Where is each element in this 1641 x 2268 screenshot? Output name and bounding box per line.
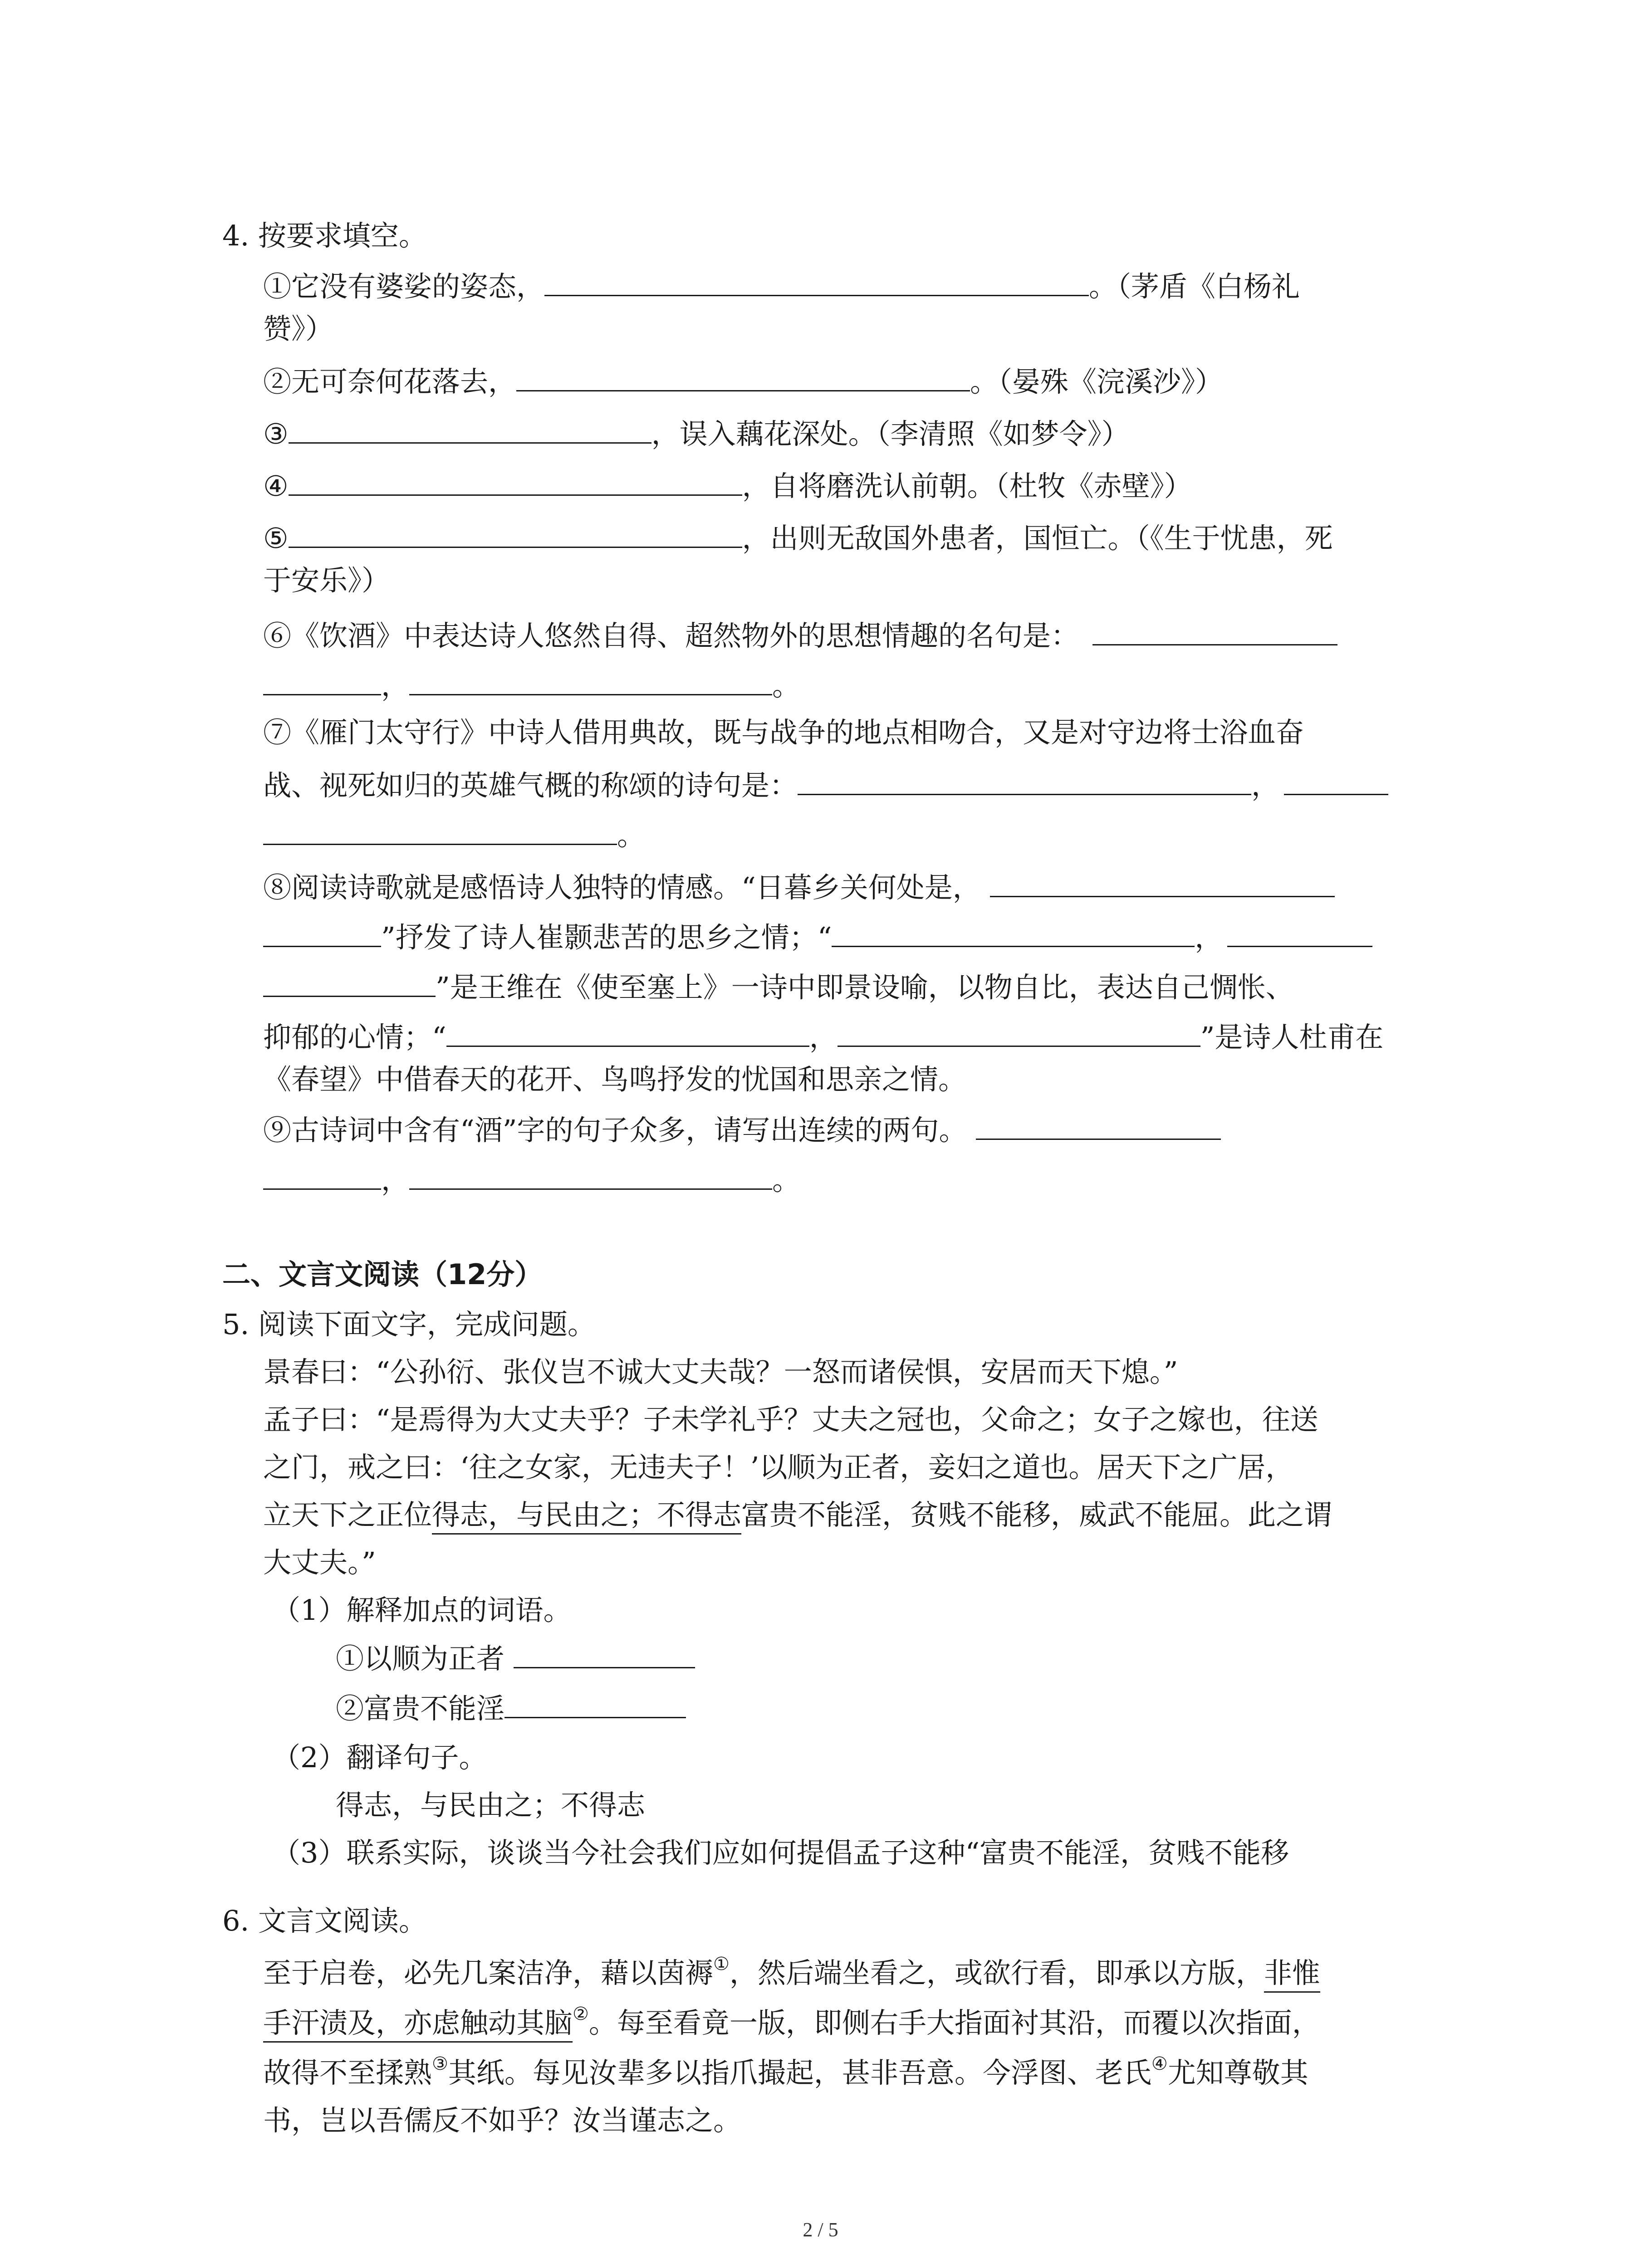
section-heading: 二、文言文阅读（12分） — [222, 1258, 543, 1291]
q4-item-6-comma: ， — [381, 669, 410, 702]
q6-passage-line: 书，岂以吾儒反不如乎？汝当谨志之。 — [263, 2104, 742, 2137]
footnote-marker: ② — [573, 2004, 589, 2024]
q4-item-3-num: ③ — [263, 417, 289, 450]
q6-title: 6. 文言文阅读。 — [222, 1904, 427, 1937]
q4-item-9-cont — [263, 1161, 800, 1198]
q4-item-5-num: ⑤ — [263, 522, 289, 555]
q4-item-1 — [263, 268, 1300, 305]
answer-blank[interactable] — [289, 519, 742, 548]
underlined-sentence: 得志，与民由之；不得志 — [432, 1498, 741, 1535]
q5-passage-text: 富贵不能淫，贫贱不能移，威武不能屈。此之谓 — [741, 1498, 1332, 1531]
answer-blank[interactable] — [838, 1018, 1200, 1047]
q4-item-8-line3 — [263, 968, 1294, 1006]
q4-item-3-text: ，误入藕花深处。（李清照《如梦令》） — [651, 417, 1130, 450]
answer-blank[interactable] — [798, 767, 1251, 795]
answer-blank[interactable] — [514, 1640, 695, 1668]
q4-item-6-cont — [263, 667, 800, 704]
answer-blank[interactable] — [1227, 919, 1372, 947]
q5-passage-line: 孟子曰：“是焉得为大丈夫乎？子未学礼乎？丈夫之冠也，父命之；女子之嫁也，往送 — [263, 1403, 1318, 1436]
answer-blank[interactable] — [263, 968, 436, 997]
q5-title: 5. 阅读下面文字，完成问题。 — [222, 1308, 596, 1341]
q6-passage-text: 至于启卷，必先几案洁净，藉以茵褥 — [263, 1956, 714, 1989]
q6-passage-line — [263, 2005, 1320, 2041]
footnote-marker: ④ — [1151, 2053, 1168, 2074]
q5-subq-3: （3）联系实际，谈谈当今社会我们应如何提倡孟子这种“富贵不能淫，贫贱不能移 — [272, 1836, 1289, 1869]
q4-item-8-text2: ”抒发了诗人崔颢悲苦的思乡之情；“ — [381, 921, 832, 954]
q5-passage-line — [263, 1497, 1332, 1533]
q4-item-7-end — [263, 816, 645, 854]
underlined-sentence: 手汗渍及，亦虑触动其脑 — [263, 2006, 573, 2043]
q5-subq-2a: 得志，与民由之；不得志 — [336, 1789, 646, 1822]
q4-item-8-text5: ”是诗人杜甫在 — [1200, 1021, 1384, 1054]
underlined-sentence: 非惟 — [1264, 1956, 1320, 1993]
answer-blank[interactable] — [1092, 617, 1337, 645]
q5-subq-2: （2）翻译句子。 — [272, 1741, 487, 1774]
q4-item-8-line2 — [263, 919, 1372, 956]
page-number: 2 / 5 — [803, 2219, 838, 2241]
answer-blank[interactable] — [409, 1161, 772, 1190]
q4-item-8-text4: 抑郁的心情；“ — [263, 1021, 446, 1054]
q5-passage-text: 立天下之正位 — [263, 1498, 432, 1531]
q4-item-7-text: 战、视死如归的英雄气概的称颂的诗句是： — [263, 769, 798, 802]
q4-item-9-end: 。 — [772, 1163, 801, 1197]
q4-item-5-text: ，出则无敌国外患者，国恒亡。（《生于忧患，死 — [742, 522, 1333, 555]
q4-item-2-text: ②无可奈何花落去， — [263, 365, 517, 398]
answer-blank[interactable] — [289, 467, 742, 496]
q6-passage-text: ，然后端坐看之，或欲行看，即承以方版， — [729, 1956, 1264, 1989]
answer-blank[interactable] — [263, 919, 381, 947]
answer-blank[interactable] — [263, 1161, 381, 1190]
q4-item-7: ⑦《雁门太守行》中诗人借用典故，既与战争的地点相吻合，又是对守边将士浴血奋 — [263, 716, 1304, 749]
q4-item-2-source: 。（晏殊《浣溪沙》） — [970, 365, 1224, 398]
q4-item-4-text: ，自将磨洗认前朝。（杜牧《赤壁》） — [742, 469, 1192, 503]
q4-item-4-num: ④ — [263, 469, 289, 503]
q4-title: 4. 按要求填空。 — [222, 219, 427, 252]
q4-item-2 — [263, 363, 1223, 400]
q5-subq-1a-text: ①以顺为正者 — [336, 1642, 505, 1675]
answer-blank[interactable] — [990, 869, 1335, 897]
q6-passage-text: 尤知尊敬其 — [1167, 2056, 1308, 2089]
q4-item-8-text3: ”是王维在《使至塞上》一诗中即景设喻，以物自比，表达自己惆怅、 — [436, 971, 1294, 1004]
q4-item-4 — [263, 467, 1192, 504]
q4-item-1-source: 。（茅盾《白杨礼 — [1089, 270, 1300, 303]
q4-item-9 — [263, 1111, 1221, 1149]
q5-subq-1b-text: ②富贵不能淫 — [336, 1692, 505, 1725]
footnote-marker: ③ — [432, 2053, 448, 2074]
q5-subq-1b — [336, 1690, 686, 1727]
q6-passage-line — [263, 1955, 1320, 1991]
q4-item-6 — [263, 617, 1337, 654]
q4-item-8-comma2: ， — [809, 1021, 838, 1054]
q4-item-8-text: ⑧阅读诗歌就是感悟诗人独特的情感。“日暮乡关何处是， — [263, 871, 981, 904]
q4-item-5 — [263, 519, 1333, 557]
q5-passage-line: 景春曰：“公孙衍、张仪岂不诚大丈夫哉？一怒而诸侯惧，安居而天下熄。” — [263, 1355, 1178, 1388]
q4-item-1-cont: 赞》） — [263, 312, 334, 345]
q5-subq-1a — [336, 1640, 695, 1677]
q4-item-8 — [263, 869, 1335, 906]
q4-item-8-line4 — [263, 1018, 1383, 1056]
q4-item-7-comma: ， — [1251, 769, 1280, 802]
answer-blank[interactable] — [289, 415, 652, 444]
q4-item-8-line5: 《春望》中借春天的花开、鸟鸣抒发的忧国和思亲之情。 — [263, 1063, 967, 1096]
footnote-marker: ① — [713, 1954, 730, 1975]
answer-blank[interactable] — [263, 816, 617, 845]
q5-passage-line: 大丈夫。” — [263, 1546, 376, 1579]
answer-blank[interactable] — [832, 919, 1195, 947]
q6-passage-text: 其纸。每见汝辈多以指爪撮起，甚非吾意。今浮图、老氏 — [448, 2056, 1151, 2089]
answer-blank[interactable] — [1284, 767, 1388, 795]
q4-item-1-text: ①它没有婆娑的姿态， — [263, 270, 545, 303]
answer-blank[interactable] — [505, 1690, 686, 1718]
q4-item-9-text: ⑨古诗词中含有“酒”字的句子众多，请写出连续的两句。 — [263, 1114, 967, 1147]
q6-passage-text: 故得不至揉熟 — [263, 2056, 432, 2089]
q4-item-7-cont — [263, 767, 1388, 804]
q4-item-6-text: ⑥《饮酒》中表达诗人悠然自得、超然物外的思想情趣的名句是： — [263, 619, 1079, 652]
answer-blank[interactable] — [263, 667, 381, 695]
answer-blank[interactable] — [516, 363, 970, 391]
q4-item-7-period: 。 — [617, 819, 646, 852]
answer-blank[interactable] — [446, 1018, 809, 1047]
q4-item-8-comma: ， — [1195, 921, 1223, 954]
answer-blank[interactable] — [976, 1111, 1221, 1140]
q4-item-3 — [263, 415, 1130, 452]
q4-item-6-end: 。 — [772, 669, 801, 702]
q4-item-5-cont: 于安乐》） — [263, 564, 390, 597]
q6-passage-line — [263, 2055, 1308, 2091]
q5-passage-line: 之门，戒之曰：‘往之女家，无违夫子！’以顺为正者，妾妇之道也。居天下之广居， — [263, 1451, 1294, 1484]
q5-subq-1: （1）解释加点的词语。 — [272, 1593, 572, 1627]
q4-item-9-comma: ， — [381, 1163, 410, 1197]
answer-blank[interactable] — [409, 667, 772, 695]
q6-passage-text: 。每至看竟一版，即侧右手大指面衬其沿，而覆以次指面， — [588, 2006, 1320, 2039]
answer-blank[interactable] — [544, 268, 1089, 296]
